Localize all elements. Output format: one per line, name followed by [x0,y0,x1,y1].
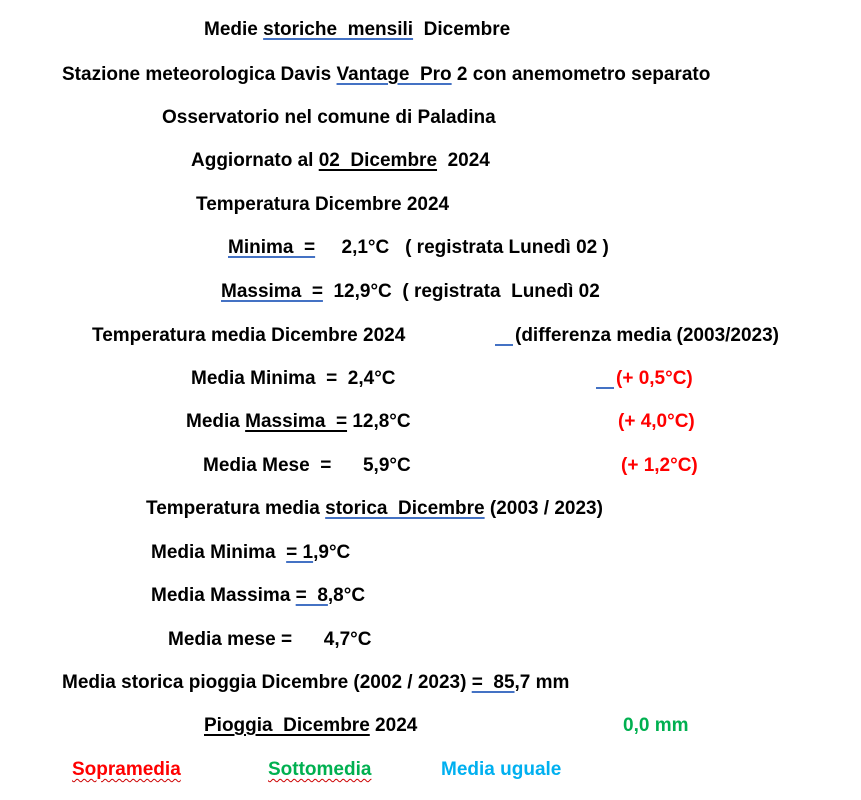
current-rain-row: Pioggia Dicembre 2024 [204,715,418,736]
legend-equal-average: Media uguale [441,759,562,780]
updated-line: Aggiornato al 02 Dicembre 2024 [191,150,490,171]
average-maximum-row: Media Massima = 12,8°C [186,411,411,432]
page-title: Medie storiche mensili Dicembre [204,19,511,40]
month-average-heading: Temperatura media Dicembre 2024 [92,325,406,346]
observatory-line: Osservatorio nel comune di Paladina [162,107,496,128]
average-maximum-diff: (+ 4,0°C) [618,411,695,432]
average-minimum-diff: (+ 0,5°C) [596,367,693,391]
legend-above-average: Sopramedia [72,759,181,780]
average-minimum-row: Media Minima = 2,4°C [191,368,396,389]
historical-heading: Temperatura media storica Dicembre (2003 / 2023) [146,498,603,519]
current-month-heading: Temperatura Dicembre 2024 [196,194,450,215]
historical-rain-row: Media storica pioggia Dicembre (2002 / 2023) = 85,7 mm [62,672,570,693]
average-month-diff: (+ 1,2°C) [621,455,698,476]
legend-below-average: Sottomedia [268,759,372,780]
current-rain-value: 0,0 mm [623,715,689,736]
difference-heading: (differenza media (2003/2023) [495,324,779,348]
historical-month-row: Media mese = 4,7°C [168,629,372,650]
average-month-row: Media Mese = 5,9°C [203,455,411,476]
minimum-row: Minima = 2,1°C ( registrata Lunedì 02 ) [228,237,609,258]
maximum-row: Massima = 12,9°C ( registrata Lunedì 02 [221,281,600,302]
historical-maximum-row: Media Massima = 8,8°C [151,585,366,606]
historical-minimum-row: Media Minima = 1,9°C [151,542,351,563]
station-line: Stazione meteorologica Davis Vantage Pro 2 con anemometro separato [62,64,711,85]
